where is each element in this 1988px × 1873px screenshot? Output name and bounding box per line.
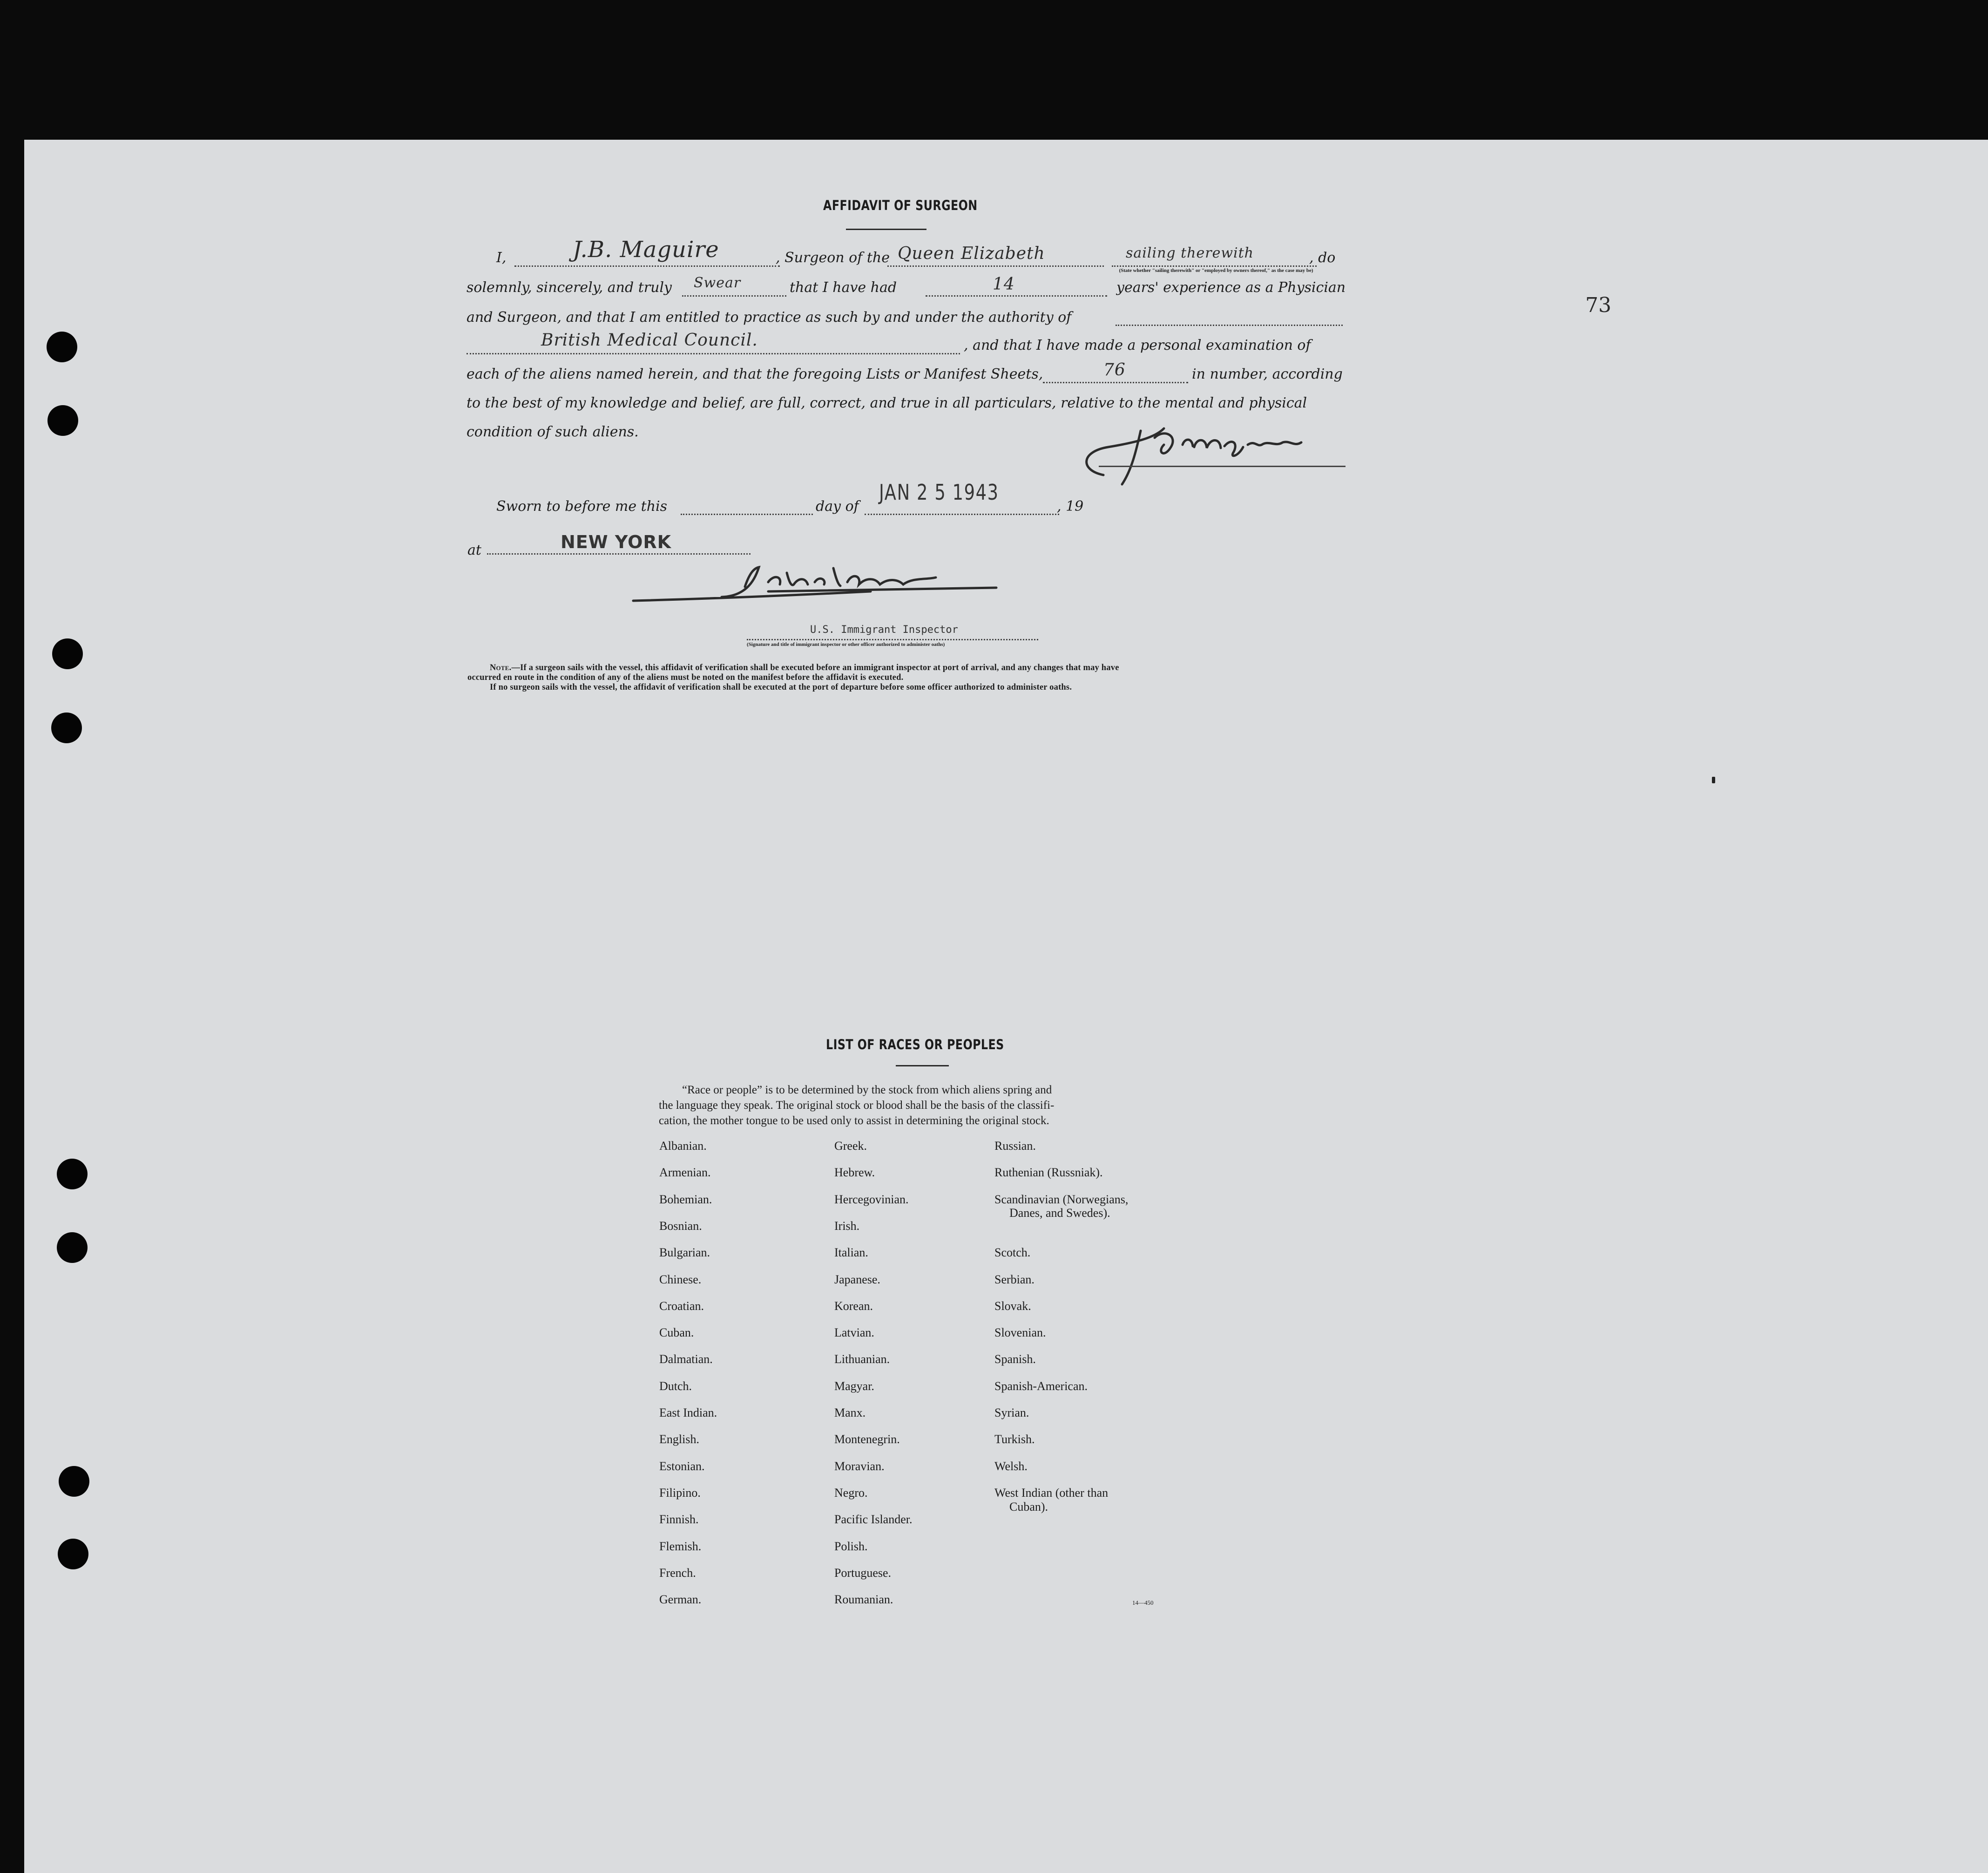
race-item: Irish. xyxy=(834,1219,860,1233)
race-item: Scandinavian (Norwegians, xyxy=(994,1193,1129,1206)
signature-line xyxy=(1099,466,1346,467)
race-item: Hebrew. xyxy=(834,1166,875,1179)
race-item: Spanish-American. xyxy=(994,1379,1088,1393)
race-item: Japanese. xyxy=(834,1273,880,1286)
race-item: Welsh. xyxy=(994,1459,1028,1473)
note-line-1-text: —If a surgeon sails with the vessel, this affidavit of verification shall be executed before an immigrant inspector at port of arrival, and any changes that may have xyxy=(511,663,1119,672)
at-text: at xyxy=(467,542,481,558)
races-intro-line-3: cation, the mother tongue to be used only to assist in determining the original stock. xyxy=(659,1114,1049,1127)
race-item: Portuguese. xyxy=(834,1566,892,1580)
blank-authority-1 xyxy=(1116,325,1343,326)
blank-place xyxy=(487,553,751,555)
races-intro xyxy=(659,1082,1054,1128)
race-item: Montenegrin. xyxy=(834,1432,900,1446)
race-item: French. xyxy=(659,1566,696,1580)
races-intro-line-1: “Race or people” is to be determined by the stock from which aliens spring and xyxy=(682,1084,1052,1096)
condition-text: condition of such aliens. xyxy=(467,424,639,440)
form-number: 14—450 xyxy=(1132,1599,1154,1606)
solemnly-text: solemnly, sincerely, and truly xyxy=(467,279,672,296)
punch-hole xyxy=(57,1232,88,1263)
race-item: Cuban). xyxy=(1009,1500,1048,1513)
inspector-stamp: U.S. Immigrant Inspector xyxy=(810,624,958,636)
blank-sheets xyxy=(1043,382,1188,383)
inspector-signature xyxy=(629,559,1010,610)
blank-years xyxy=(926,295,1107,297)
sailing-note: (State whether "sailing therewith" or "employed by owners thereof," as the case may be) xyxy=(1119,268,1313,273)
race-item: Filipino. xyxy=(659,1486,701,1500)
race-item: English. xyxy=(659,1432,699,1446)
race-item: Croatian. xyxy=(659,1299,704,1313)
race-item: Lithuanian. xyxy=(834,1352,890,1366)
races-title: LIST OF RACES OR PEOPLES xyxy=(826,1037,1004,1052)
note-label: Note. xyxy=(490,663,512,672)
race-item: Bohemian. xyxy=(659,1193,712,1206)
sailing-handwritten: sailing therewith xyxy=(1126,245,1254,261)
sworn-text: Sworn to before me this xyxy=(496,498,668,515)
blank-inspector xyxy=(747,639,1038,640)
race-item: Roumanian. xyxy=(834,1593,893,1606)
race-item: Finnish. xyxy=(659,1513,699,1526)
blank-surgeon-name xyxy=(514,265,780,267)
race-item: Estonian. xyxy=(659,1459,705,1473)
swear-handwritten: Swear xyxy=(694,275,741,291)
race-item: Bulgarian. xyxy=(659,1246,710,1259)
note-line-3: If no surgeon sails with the vessel, the affidavit of verification shall be executed at the port of departure before some officer authorized to administer oaths. xyxy=(490,683,1072,692)
race-item: Manx. xyxy=(834,1406,866,1419)
race-item: Cuban. xyxy=(659,1326,694,1339)
race-item: Polish. xyxy=(834,1540,868,1553)
punch-hole xyxy=(52,638,83,669)
vessel-handwritten: Queen Elizabeth xyxy=(898,244,1045,263)
blank-vessel xyxy=(887,265,1104,267)
comma-19: , 19 xyxy=(1057,498,1084,515)
sheets-handwritten: 76 xyxy=(1103,360,1126,380)
race-item: Dalmatian. xyxy=(659,1352,713,1366)
race-item: Turkish. xyxy=(994,1432,1035,1446)
race-item: Italian. xyxy=(834,1246,868,1259)
race-item: Slovak. xyxy=(994,1299,1031,1313)
race-item: Latvian. xyxy=(834,1326,874,1339)
race-item: Dutch. xyxy=(659,1379,692,1393)
and-surgeon-text: and Surgeon, and that I am entitled to practice as such by and under the authority of xyxy=(467,309,1072,326)
blank-swear xyxy=(682,295,786,297)
title-rule xyxy=(846,229,926,230)
affidavit-do: , do xyxy=(1309,250,1336,266)
affidavit-title: AFFIDAVIT OF SURGEON xyxy=(823,197,978,213)
race-item: Serbian. xyxy=(994,1273,1035,1286)
race-item: Danes, and Swedes). xyxy=(1009,1206,1110,1220)
race-item: Armenian. xyxy=(659,1166,711,1179)
race-item: Slovenian. xyxy=(994,1326,1046,1339)
in-number-text: in number, according xyxy=(1192,366,1343,382)
race-item: Syrian. xyxy=(994,1406,1029,1419)
punch-hole xyxy=(59,1466,89,1497)
blank-date xyxy=(865,514,1059,515)
race-item: East Indian. xyxy=(659,1406,717,1419)
race-item: Hercegovinian. xyxy=(834,1193,909,1206)
race-item: Magyar. xyxy=(834,1379,874,1393)
date-stamp: JAN 2 5 1943 xyxy=(879,480,999,505)
punch-hole xyxy=(57,1159,88,1189)
best-of-text: to the best of my knowledge and belief, are full, correct, and true in all particulars, relative to the mental and physical xyxy=(467,395,1307,411)
surgeon-of-the: , Surgeon of the xyxy=(776,250,890,266)
race-item: Flemish. xyxy=(659,1540,702,1553)
and-that-text: , and that I have made a personal examination of xyxy=(964,337,1311,353)
race-item: Spanish. xyxy=(994,1352,1036,1366)
race-item: Korean. xyxy=(834,1299,873,1313)
punch-hole xyxy=(58,1539,88,1569)
authority-handwritten: British Medical Council. xyxy=(541,331,758,350)
surgeon-signature xyxy=(1071,419,1350,494)
punch-hole xyxy=(47,405,78,436)
race-item: Ruthenian (Russniak). xyxy=(994,1166,1103,1179)
races-intro-line-2: the language they speak. The original stock or blood shall be the basis of the classifi- xyxy=(659,1099,1055,1112)
note-line-2: occurred en route in the condition of any of the aliens must be noted on the manifest before the affidavit is executed. xyxy=(467,673,904,682)
race-item: Moravian. xyxy=(834,1459,885,1473)
race-item: Scotch. xyxy=(994,1246,1031,1259)
blank-authority-2 xyxy=(467,353,960,354)
place-stamp: NEW YORK xyxy=(561,532,672,552)
race-item: Negro. xyxy=(834,1486,868,1500)
race-item: German. xyxy=(659,1593,702,1606)
race-item: Bosnian. xyxy=(659,1219,702,1233)
race-item: Pacific Islander. xyxy=(834,1513,913,1526)
races-title-rule xyxy=(896,1065,949,1066)
blank-sailing xyxy=(1112,265,1317,267)
affidavit-note xyxy=(467,663,1347,692)
race-item: Russian. xyxy=(994,1139,1036,1153)
day-of-text: day of xyxy=(816,498,859,515)
punch-hole xyxy=(51,713,82,743)
that-i-have-had: that I have had xyxy=(790,279,897,296)
surgeon-name-handwritten: J.B. Maguire xyxy=(573,237,719,263)
speck xyxy=(1712,777,1715,783)
blank-day xyxy=(681,514,813,515)
page-number: 73 xyxy=(1585,293,1611,317)
years-experience: years' experience as a Physician xyxy=(1116,279,1346,296)
inspector-note: (Signature and title of immigrant inspector or other officer authorized to administer oaths) xyxy=(747,642,945,647)
race-item: West Indian (other than xyxy=(994,1486,1109,1500)
note-line-1 xyxy=(467,663,1347,673)
race-item: Albanian. xyxy=(659,1139,707,1153)
punch-hole xyxy=(47,332,77,362)
race-item: Chinese. xyxy=(659,1273,702,1286)
years-handwritten: 14 xyxy=(993,275,1015,294)
race-item: Greek. xyxy=(834,1139,867,1153)
affidavit-i: I, xyxy=(496,250,507,266)
each-of-text: each of the aliens named herein, and that the foregoing Lists or Manifest Sheets, xyxy=(467,366,1043,382)
